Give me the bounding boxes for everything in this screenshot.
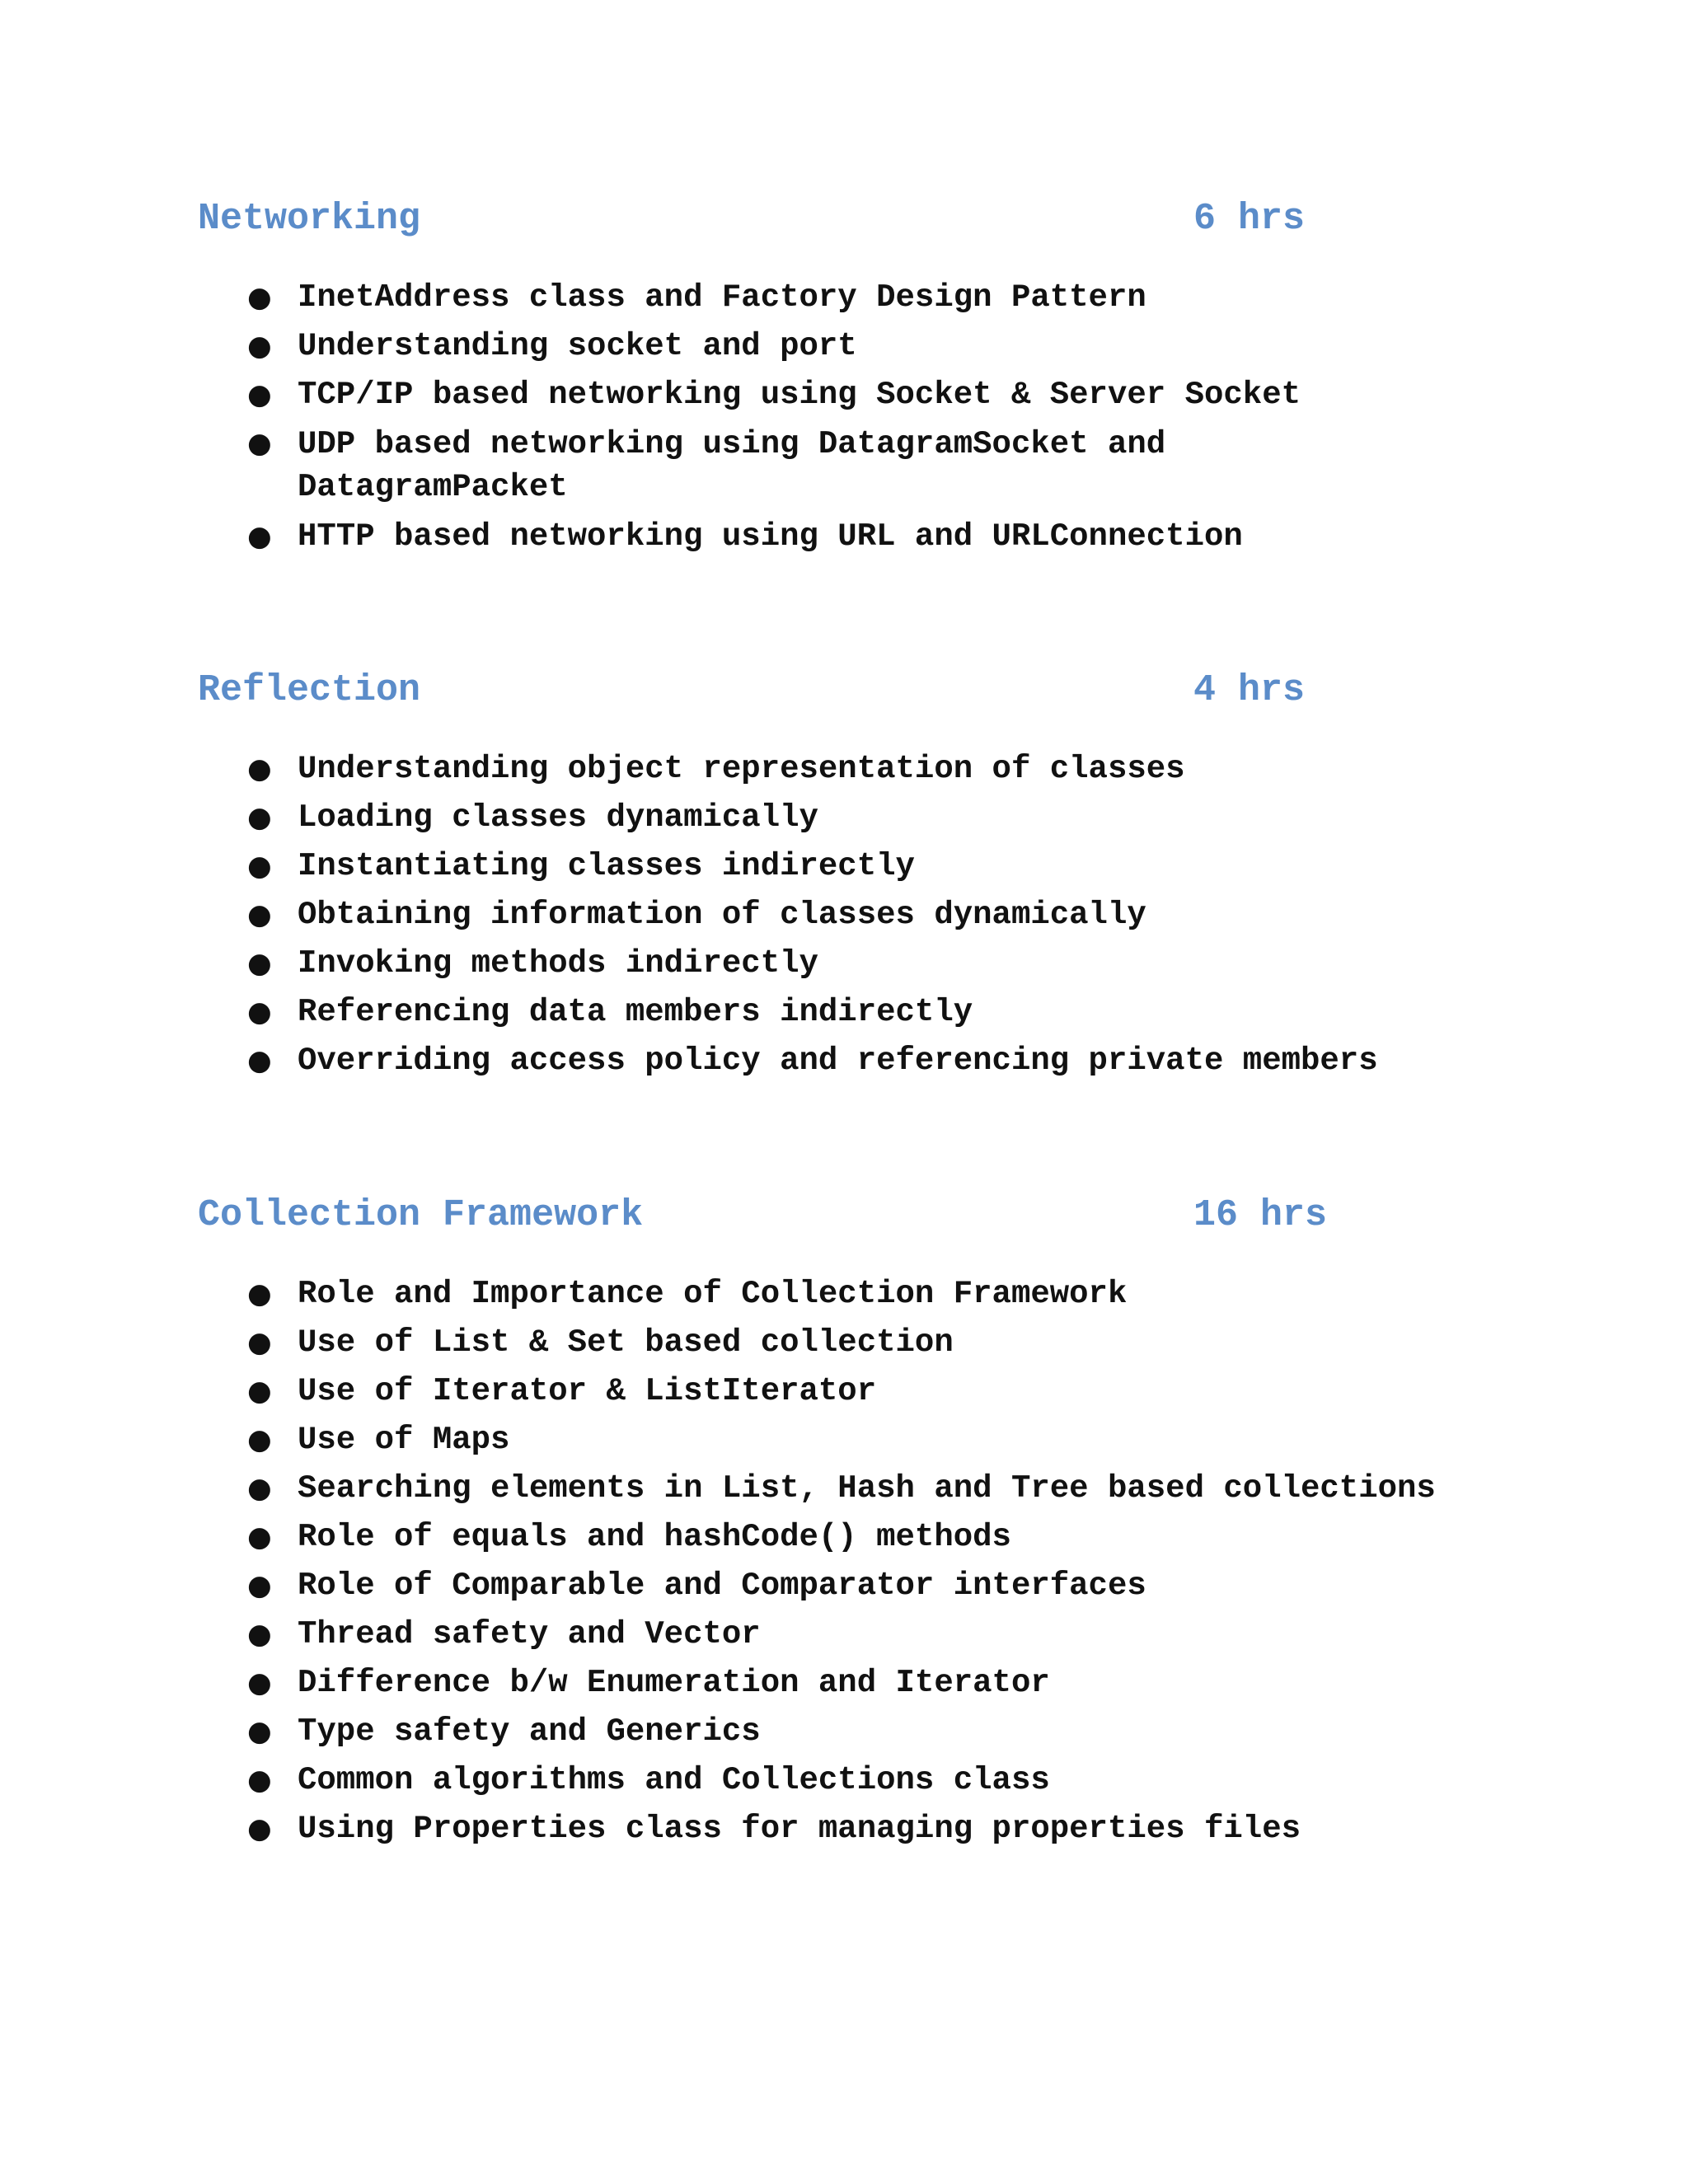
topic-text: Overriding access policy and referencing private members: [298, 1043, 1378, 1079]
list-item: [198, 988, 1378, 1037]
topic-text: Role and Importance of Collection Framework: [298, 1276, 1128, 1312]
bullet-icon: ●: [247, 996, 272, 1029]
bullet-icon: ●: [247, 330, 272, 363]
list-item: [198, 1319, 1436, 1367]
topic-text: Role of Comparable and Comparator interfaces: [298, 1568, 1146, 1604]
topic-text: HTTP based networking using URL and URLConnection: [298, 518, 1243, 555]
list-item: [198, 745, 1378, 794]
bullet-icon: ●: [247, 378, 272, 411]
bullet-icon: ●: [247, 850, 272, 883]
bullet-icon: ●: [247, 1618, 272, 1651]
topic-text: Common algorithms and Collections class: [298, 1762, 1050, 1798]
bullet-icon: ●: [247, 1375, 272, 1408]
topic-text: UDP based networking using DatagramSocket and DatagramPacket: [298, 426, 1166, 505]
section-title: Networking: [198, 198, 421, 240]
topic-text: Difference b/w Enumeration and Iterator: [298, 1665, 1050, 1701]
topic-text: Loading classes dynamically: [298, 799, 818, 836]
topic-text: Use of List & Set based collection: [298, 1324, 954, 1361]
section-header: [198, 1191, 1517, 1240]
section-networking: [198, 194, 1517, 555]
list-item: [198, 1270, 1436, 1319]
topic-text: Searching elements in List, Hash and Tree based collections: [298, 1470, 1436, 1507]
topic-text: Invoking methods indirectly: [298, 945, 818, 982]
topic-text: Obtaining information of classes dynamically: [298, 897, 1146, 933]
bullet-icon: ●: [247, 752, 272, 785]
section-header: [198, 194, 1517, 244]
bullet-icon: ●: [247, 1715, 272, 1748]
topic-text: Use of Iterator & ListIterator: [298, 1373, 877, 1409]
bullet-icon: ●: [247, 1569, 272, 1602]
list-item: [198, 1756, 1436, 1805]
list-item: [198, 1037, 1378, 1085]
topic-text: Understanding socket and port: [298, 328, 857, 364]
bullet-icon: ●: [247, 1472, 272, 1505]
topic-text: Type safety and Generics: [298, 1713, 761, 1750]
bullet-icon: ●: [247, 1521, 272, 1554]
bullet-icon: ●: [247, 1326, 272, 1359]
bullet-icon: ●: [247, 520, 272, 553]
section-title: Reflection: [198, 669, 421, 711]
list-item: [198, 1416, 1436, 1465]
topic-text: Using Properties class for managing properties files: [298, 1811, 1301, 1847]
list-item: [198, 322, 1301, 371]
section-hours: 6 hrs: [1193, 198, 1306, 240]
section-title: Collection Framework: [198, 1194, 644, 1236]
bullet-icon: ●: [247, 947, 272, 980]
topic-text: TCP/IP based networking using Socket & Server Socket: [298, 377, 1301, 413]
topic-text: Understanding object representation of classes: [298, 751, 1185, 787]
section-header: [198, 666, 1517, 715]
bullet-icon: ●: [247, 1044, 272, 1077]
list-item: [198, 1562, 1436, 1610]
topic-text: Role of equals and hashCode() methods: [298, 1519, 1011, 1555]
bullet-icon: ●: [247, 1423, 272, 1456]
list-item: [198, 274, 1301, 322]
list-item: [198, 1465, 1436, 1513]
topic-list: [198, 274, 1301, 561]
list-item: [198, 891, 1378, 940]
list-item: [198, 419, 1301, 513]
bullet-icon: ●: [247, 427, 272, 460]
list-item: [198, 1610, 1436, 1659]
topic-text: InetAddress class and Factory Design Pattern: [298, 279, 1146, 316]
topic-list: [198, 745, 1378, 1085]
topic-text: Use of Maps: [298, 1422, 510, 1458]
list-item: [198, 1659, 1436, 1708]
bullet-icon: ●: [247, 1277, 272, 1310]
bullet-icon: ●: [247, 1812, 272, 1845]
topic-list: [198, 1270, 1436, 1854]
bullet-icon: ●: [247, 801, 272, 834]
bullet-icon: ●: [247, 898, 272, 931]
list-item: [198, 1367, 1436, 1416]
list-item: [198, 940, 1378, 988]
bullet-icon: ●: [247, 281, 272, 314]
list-item: [198, 842, 1378, 891]
topic-text: Thread safety and Vector: [298, 1616, 761, 1652]
list-item: [198, 371, 1301, 419]
list-item: [198, 513, 1301, 561]
section-hours: 4 hrs: [1193, 669, 1306, 711]
section-collection-framework: [198, 1191, 1517, 1847]
list-item: [198, 1708, 1436, 1756]
bullet-icon: ●: [247, 1666, 272, 1699]
section-hours: 16 hrs: [1193, 1194, 1328, 1236]
bullet-icon: ●: [247, 1764, 272, 1797]
list-item: [198, 1513, 1436, 1562]
list-item: [198, 794, 1378, 842]
list-item: [198, 1805, 1436, 1854]
topic-text: Instantiating classes indirectly: [298, 848, 915, 884]
topic-text: Referencing data members indirectly: [298, 994, 973, 1030]
section-reflection: [198, 666, 1517, 1079]
